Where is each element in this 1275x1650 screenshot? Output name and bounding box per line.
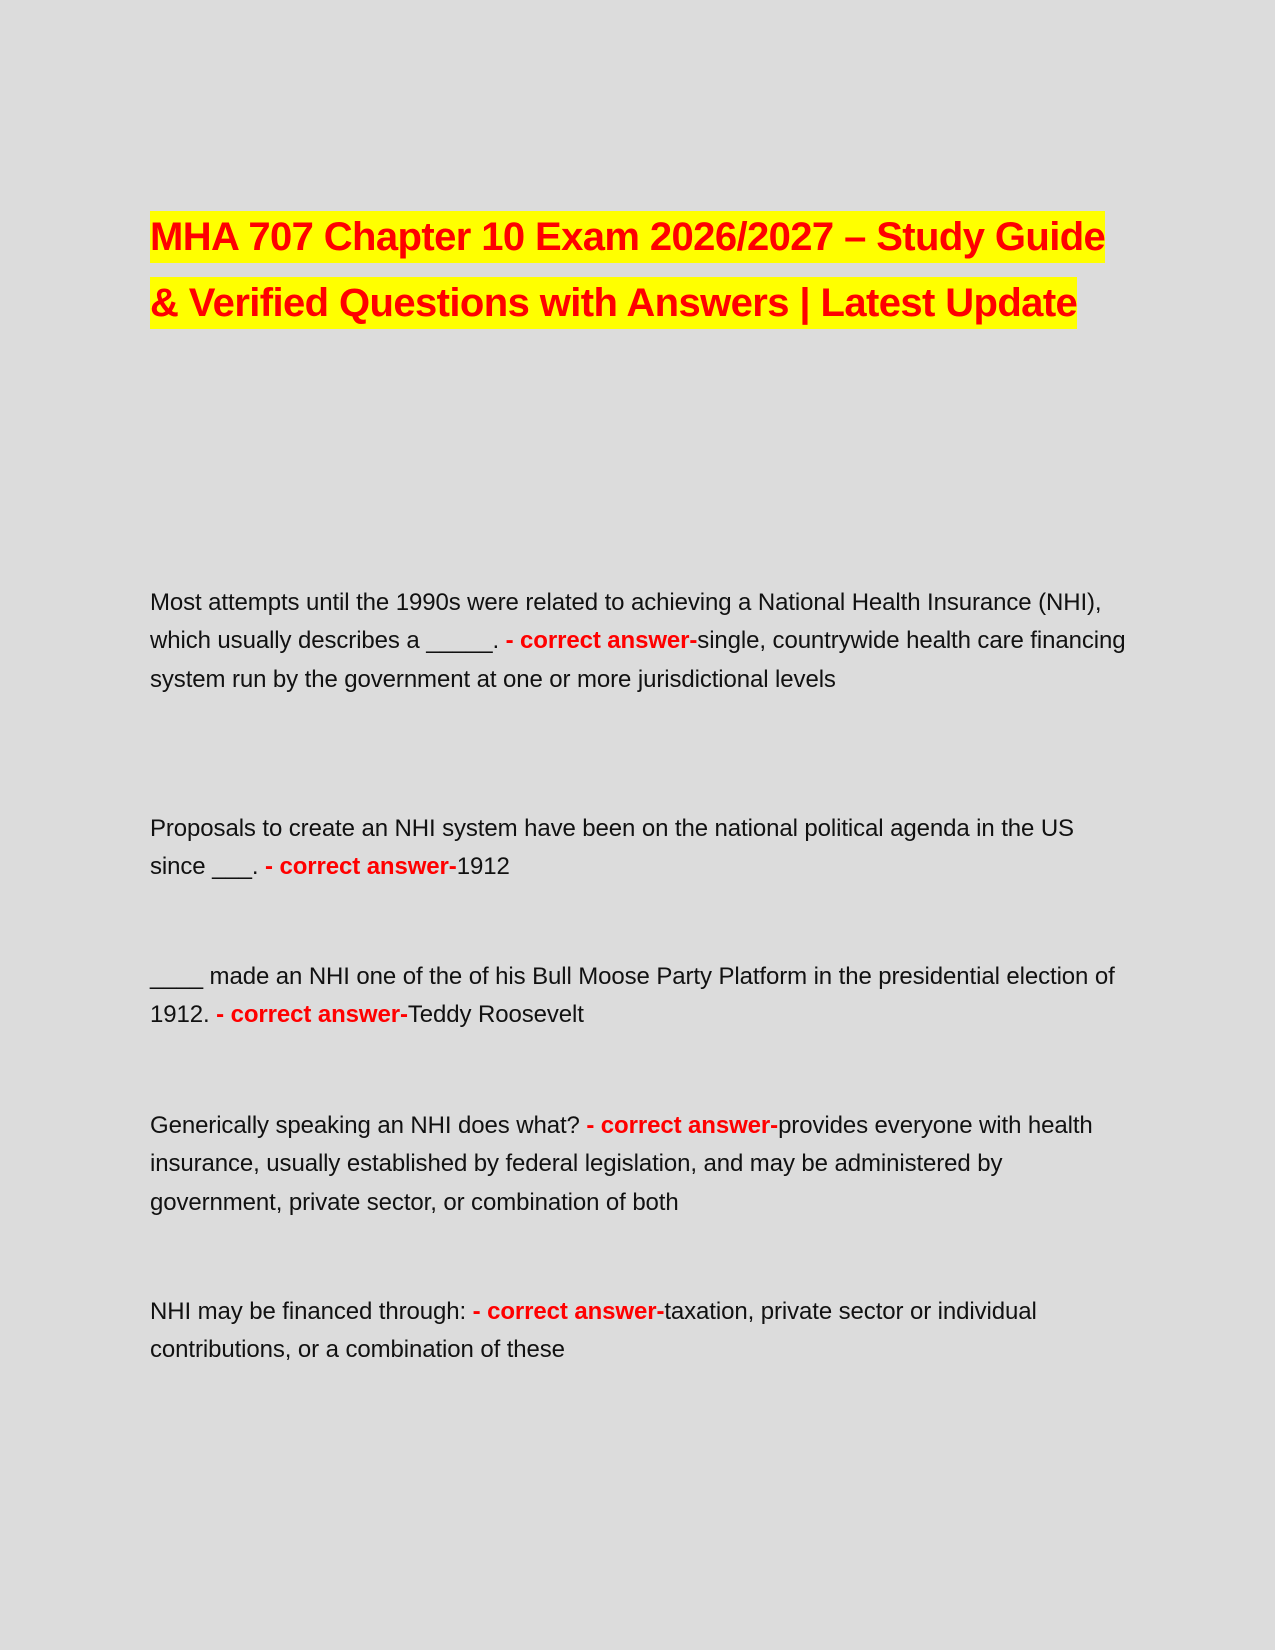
answer-label: - correct answer- (216, 1001, 408, 1029)
answer-label: - correct answer- (505, 627, 698, 655)
question-text: NHI may be financed through: (150, 1298, 473, 1325)
qa-item-1 (150, 584, 1130, 699)
answer-label: - correct answer- (472, 1298, 665, 1325)
answer-label: - correct answer- (264, 853, 457, 881)
document-title (150, 204, 1130, 336)
answer-text: 1912 (456, 853, 510, 881)
question-text: ____ made an NHI one of the of his Bull Moose Party Platform in the presidential election of 1912. (150, 963, 1115, 1029)
question-text: Most attempts until the 1990s were related to achieving a National Health Insurance (NHI), which usually describes a _____. (150, 589, 1102, 655)
answer-label: - correct answer- (586, 1112, 779, 1139)
question-text: Proposals to create an NHI system have been on the national political agenda in the US since ___. (150, 815, 1074, 881)
title-highlight: MHA 707 Chapter 10 Exam 2026/2027 – Study Guide & Verified Questions with Answers | Latest Update (150, 211, 1105, 329)
question-text: Generically speaking an NHI does what? (150, 1112, 587, 1139)
answer-text: taxation, private sector or individual contributions, or a combination of these (150, 1298, 1037, 1364)
qa-item-3 (150, 958, 1130, 1035)
answer-text: single, countrywide health care financing system run by the government at one or more jurisdictional levels (150, 627, 1126, 693)
qa-item-4 (150, 1107, 1130, 1222)
answer-text: Teddy Roosevelt (407, 1001, 584, 1029)
qa-item-5 (150, 1293, 1130, 1370)
qa-item-2 (150, 810, 1130, 887)
answer-text: provides everyone with health insurance, usually established by federal legislation, and may be administered by government, private sector, or combination of both (150, 1112, 1093, 1216)
